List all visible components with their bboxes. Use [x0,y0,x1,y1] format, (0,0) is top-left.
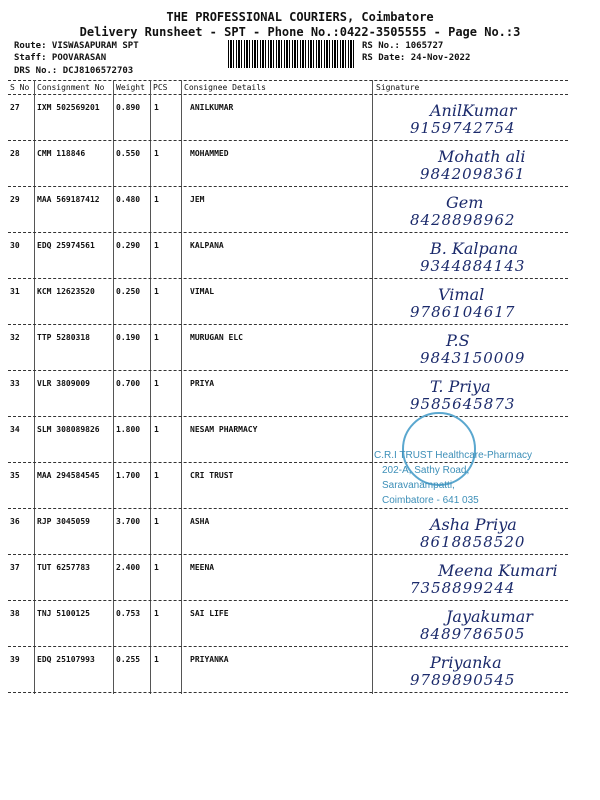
signature-phone: 9786104617 [410,303,516,321]
row-divider [8,140,568,141]
stamp-line: C.R.I TRUST Healthcare-Pharmacy [374,450,533,461]
row-consignment: EDQ 25974561 [37,241,95,250]
row-divider [8,278,568,279]
row-weight: 0.700 [116,379,141,388]
col-header-consignee: Consignee Details [184,83,266,92]
row-consignee: NESAM PHARMACY [190,425,258,434]
signature-phone: 8618858520 [420,533,526,551]
signature-name: Vimal [438,285,485,304]
signature-phone: 8428898962 [410,211,516,229]
row-consignee: MEENA [190,563,215,572]
row-divider [8,646,568,647]
staff-label: Staff: POOVARASAN [14,53,107,63]
stamp-line: 202-A, Sathy Road, [382,465,470,476]
row-pcs: 1 [154,609,159,618]
runsheet-title: THE PROFESSIONAL COURIERS, Coimbatore [166,10,434,24]
barcode [228,40,354,68]
header-bottom-rule [8,94,568,95]
row-consignment: TTP 5280318 [37,333,90,342]
signature-phone: 9159742754 [410,119,516,137]
row-divider [8,324,568,325]
stamp-line: Saravanampatti, [382,480,455,491]
row-weight: 2.400 [116,563,141,572]
row-consignee: KALPANA [190,241,224,250]
row-divider [8,186,568,187]
column-divider [113,80,114,694]
col-header-pcs: PCS [153,83,168,92]
row-consignee: PRIYANKA [190,655,229,664]
signature-name: Jayakumar [446,607,533,626]
row-sno: 27 [10,103,20,112]
signature-name: P.S [446,331,470,350]
signature-phone: 8489786505 [420,625,526,643]
header-top-rule [8,80,568,81]
signature-phone: 7358899244 [410,579,516,597]
row-consignee: PRIYA [190,379,215,388]
row-pcs: 1 [154,379,159,388]
row-pcs: 1 [154,149,159,158]
rs-date: RS Date: 24-Nov-2022 [362,53,471,63]
signature-name: B. Kalpana [430,239,519,258]
row-divider [8,600,568,601]
row-consignee: MURUGAN ELC [190,333,243,342]
col-header-consignment: Consignment No [37,83,105,92]
col-header-sno: S No [10,83,30,92]
row-weight: 0.890 [116,103,141,112]
row-consignment: MAA 294584545 [37,471,100,480]
row-pcs: 1 [154,195,159,204]
row-sno: 28 [10,149,20,158]
row-divider [8,232,568,233]
row-sno: 36 [10,517,20,526]
row-weight: 3.700 [116,517,141,526]
row-sno: 37 [10,563,20,572]
column-divider [372,80,373,694]
row-consignment: KCM 12623520 [37,287,95,296]
signature-phone: 9344884143 [420,257,526,275]
row-weight: 0.753 [116,609,141,618]
row-weight: 0.480 [116,195,141,204]
row-consignment: IXM 502569201 [37,103,100,112]
row-weight: 1.700 [116,471,141,480]
column-divider [150,80,151,694]
pharmacy-stamp [370,410,585,540]
row-sno: 29 [10,195,20,204]
signature-phone: 9585645873 [410,395,516,413]
row-sno: 30 [10,241,20,250]
row-consignee: ASHA [190,517,210,526]
row-pcs: 1 [154,241,159,250]
column-divider [181,80,182,694]
row-consignee: JEM [190,195,205,204]
row-consignment: RJP 3045059 [37,517,90,526]
row-sno: 34 [10,425,20,434]
row-pcs: 1 [154,517,159,526]
drs-number: DRS No.: DCJ8106572703 [14,66,134,76]
stamp-line: Coimbatore - 641 035 [382,495,479,506]
route-label: Route: VISWASAPURAM SPT [14,41,139,51]
row-sno: 33 [10,379,20,388]
row-consignee: MOHAMMED [190,149,229,158]
row-weight: 0.250 [116,287,141,296]
row-sno: 38 [10,609,20,618]
row-pcs: 1 [154,471,159,480]
row-consignment: MAA 569187412 [37,195,100,204]
row-weight: 0.550 [116,149,141,158]
row-divider [8,554,568,555]
row-divider [8,692,568,693]
signature-phone: 9789890545 [410,671,516,689]
row-sno: 35 [10,471,20,480]
row-pcs: 1 [154,103,159,112]
row-sno: 39 [10,655,20,664]
signature-name: Gem [446,193,484,212]
row-consignee: VIMAL [190,287,215,296]
row-weight: 1.800 [116,425,141,434]
row-consignee: ANILKUMAR [190,103,234,112]
row-pcs: 1 [154,425,159,434]
col-header-weight: Weight [116,83,145,92]
row-consignee: CRI TRUST [190,471,234,480]
row-consignment: TUT 6257783 [37,563,90,572]
signature-phone: 9843150009 [420,349,526,367]
row-sno: 31 [10,287,20,296]
rs-number: RS No.: 1065727 [362,41,444,51]
row-weight: 0.290 [116,241,141,250]
row-divider [8,370,568,371]
column-divider [34,80,35,694]
signature-name: Meena Kumari [438,561,558,580]
row-consignment: EDQ 25107993 [37,655,95,664]
signature-name: Priyanka [430,653,502,672]
row-pcs: 1 [154,333,159,342]
runsheet-subtitle: Delivery Runsheet - SPT - Phone No.:0422-3505555 - Page No.:3 [79,25,521,39]
row-pcs: 1 [154,287,159,296]
row-consignment: TNJ 5100125 [37,609,90,618]
row-sno: 32 [10,333,20,342]
row-consignment: CMM 118846 [37,149,86,158]
row-consignee: SAI LIFE [190,609,229,618]
row-weight: 0.255 [116,655,141,664]
signature-name: Asha Priya [430,515,517,534]
row-weight: 0.190 [116,333,141,342]
row-consignment: VLR 3809009 [37,379,90,388]
row-pcs: 1 [154,655,159,664]
signature-name: Mohath ali [438,147,526,166]
signature-phone: 9842098361 [420,165,526,183]
signature-name: T. Priya [430,377,491,396]
signature-name: AnilKumar [430,101,517,120]
col-header-signature: Signature [376,83,420,92]
row-pcs: 1 [154,563,159,572]
row-consignment: SLM 308089826 [37,425,100,434]
